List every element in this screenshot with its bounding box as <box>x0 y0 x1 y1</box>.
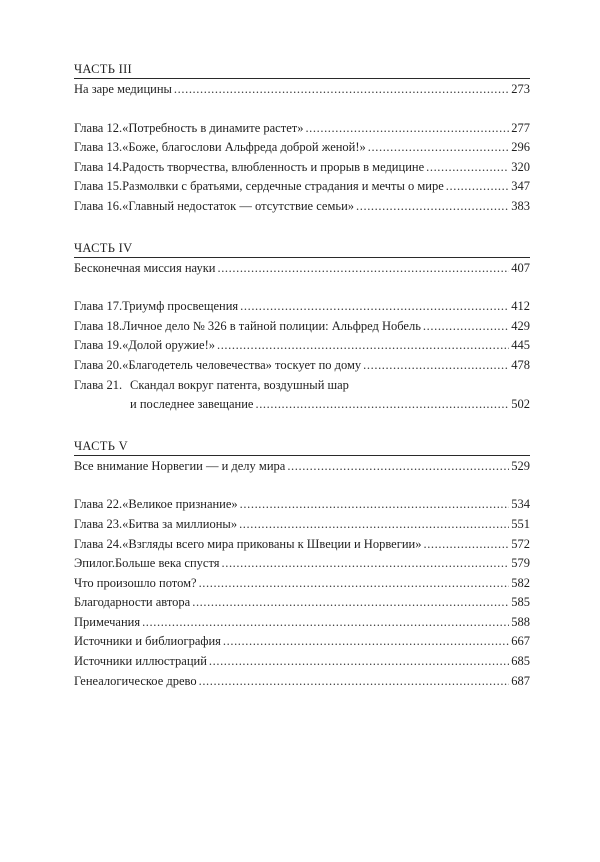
page-number: 429 <box>511 318 530 333</box>
page-number: 551 <box>511 516 530 531</box>
dot-leader <box>199 672 510 692</box>
dot-leader <box>287 457 509 477</box>
entry-second-line <box>74 395 530 415</box>
chapter-number: Глава 14. <box>74 159 123 174</box>
dot-leader <box>305 119 509 139</box>
dot-leader <box>142 613 509 633</box>
toc-entry-chapter-multiline[interactable] <box>74 376 530 415</box>
chapter-number: Глава 15. <box>74 179 123 194</box>
dot-leader <box>240 297 509 317</box>
entry-title: Источники и библиография <box>74 634 221 649</box>
entry-title: Генеалогическое древо <box>74 673 197 688</box>
page-number: 383 <box>511 198 530 213</box>
toc-entry-chapter[interactable] <box>74 535 530 555</box>
entry-title: Радость творчества, влюбленность и прорыв в медицине <box>122 159 425 174</box>
entry-first-line <box>74 376 530 396</box>
dot-leader <box>174 80 509 100</box>
dot-leader <box>368 138 509 158</box>
dot-leader <box>217 259 509 279</box>
entry-title: Все внимание Норвегии — и делу мира <box>74 458 286 473</box>
entry-title: Бесконечная миссия науки <box>74 260 216 275</box>
dot-leader <box>446 177 509 197</box>
toc-entry-backmatter[interactable] <box>74 593 530 613</box>
page-number: 412 <box>511 299 530 314</box>
dot-leader <box>423 535 509 555</box>
chapter-number: Глава 16. <box>74 198 123 213</box>
dot-leader <box>356 197 509 217</box>
dot-leader <box>255 395 509 415</box>
page-number: 572 <box>511 536 530 551</box>
part-label: ЧАСТЬ III <box>74 62 132 76</box>
toc-entry-chapter[interactable] <box>74 297 530 317</box>
dot-leader <box>223 632 509 652</box>
toc-entry-part[interactable] <box>74 78 530 100</box>
page-number: 534 <box>511 497 530 512</box>
toc-entry-chapter[interactable] <box>74 119 530 139</box>
dot-leader <box>217 336 509 356</box>
entry-title: Что произошло потом? <box>74 575 197 590</box>
toc-entry-chapter[interactable] <box>74 317 530 337</box>
page-number: 407 <box>511 260 530 275</box>
page-number: 320 <box>511 159 530 174</box>
chapter-number: Глава 17. <box>74 299 123 314</box>
entry-title: Больше века спустя <box>114 556 220 571</box>
page-number: 445 <box>511 338 530 353</box>
epilogue-label: Эпилог. <box>74 556 115 571</box>
entry-title: «Главный недостаток — отсутствие семьи» <box>122 198 355 213</box>
page-number: 582 <box>511 575 530 590</box>
toc-entry-chapter[interactable] <box>74 158 530 178</box>
entry-title: Личное дело № 326 в тайной полиции: Альфред Нобель <box>122 318 421 333</box>
toc-entry-part[interactable] <box>74 257 530 279</box>
toc-entry-backmatter[interactable] <box>74 613 530 633</box>
entry-title: «Великое признание» <box>122 497 238 512</box>
toc-entry-part[interactable] <box>74 455 530 477</box>
toc-entry-backmatter[interactable] <box>74 672 530 692</box>
entry-title: «Битва за миллионы» <box>122 516 238 531</box>
page-number: 478 <box>511 357 530 372</box>
entry-title-line1: Скандал вокруг патента, воздушный шар <box>130 377 349 392</box>
entry-title: Благодарности автора <box>74 595 191 610</box>
chapter-number: Глава 21. <box>74 377 123 392</box>
toc-entry-chapter[interactable] <box>74 138 530 158</box>
entry-title: Источники иллюстраций <box>74 654 207 669</box>
dot-leader <box>222 554 510 574</box>
toc-entry-backmatter[interactable] <box>74 652 530 672</box>
chapter-number: Глава 23. <box>74 516 123 531</box>
toc-entry-backmatter[interactable] <box>74 632 530 652</box>
page-number: 588 <box>511 614 530 629</box>
part-label: ЧАСТЬ IV <box>74 240 133 255</box>
page-number: 296 <box>511 140 530 155</box>
entry-title: «Взгляды всего мира прикованы к Швеции и Норвегии» <box>122 536 422 551</box>
entry-title: Примечания <box>74 614 141 629</box>
dot-leader <box>423 317 509 337</box>
entry-title: Триумф просвещения <box>122 299 239 314</box>
page-number: 687 <box>511 673 530 688</box>
entry-title-line2: и последнее завещание <box>130 397 254 412</box>
toc-entry-chapter[interactable] <box>74 515 530 535</box>
page-number: 277 <box>511 120 530 135</box>
dot-leader <box>199 574 510 594</box>
chapter-number: Глава 20. <box>74 357 123 372</box>
dot-leader <box>192 593 509 613</box>
page-number: 585 <box>511 595 530 610</box>
entry-title: «Благодетель человечества» тоскует по дому <box>122 357 362 372</box>
toc-entry-chapter[interactable] <box>74 336 530 356</box>
dot-leader <box>363 356 509 376</box>
table-of-contents <box>74 60 530 691</box>
dot-leader <box>426 158 509 178</box>
chapter-number: Глава 12. <box>74 120 123 135</box>
toc-entry-backmatter[interactable] <box>74 574 530 594</box>
toc-entry-epilogue[interactable] <box>74 554 530 574</box>
page-number: 347 <box>511 179 530 194</box>
dot-leader <box>240 495 510 515</box>
chapter-number: Глава 24. <box>74 536 123 551</box>
dot-leader <box>209 652 509 672</box>
entry-title: «Долой оружие!» <box>122 338 215 353</box>
entry-title: На заре медицины <box>74 82 172 96</box>
page-number: 529 <box>511 458 530 473</box>
chapter-number: Глава 19. <box>74 338 123 353</box>
chapter-number: Глава 18. <box>74 318 123 333</box>
entry-title: «Потребность в динамите растет» <box>122 120 304 135</box>
toc-entry-chapter[interactable] <box>74 177 530 197</box>
toc-entry-chapter[interactable] <box>74 495 530 515</box>
page-number: 685 <box>511 654 530 669</box>
page-number: 273 <box>511 82 530 96</box>
chapter-number: Глава 22. <box>74 497 123 512</box>
part-label: ЧАСТЬ V <box>74 438 128 453</box>
entry-title: «Боже, благослови Альфреда доброй женой!» <box>122 140 366 155</box>
entry-title: Размолвки с братьями, сердечные страдания и мечты о мире <box>122 179 444 194</box>
chapter-number: Глава 13. <box>74 140 123 155</box>
toc-entry-chapter[interactable] <box>74 356 530 376</box>
page-number: 502 <box>511 397 530 412</box>
toc-entry-chapter[interactable] <box>74 197 530 217</box>
dot-leader <box>239 515 509 535</box>
page-number: 667 <box>511 634 530 649</box>
page-number: 579 <box>511 556 530 571</box>
